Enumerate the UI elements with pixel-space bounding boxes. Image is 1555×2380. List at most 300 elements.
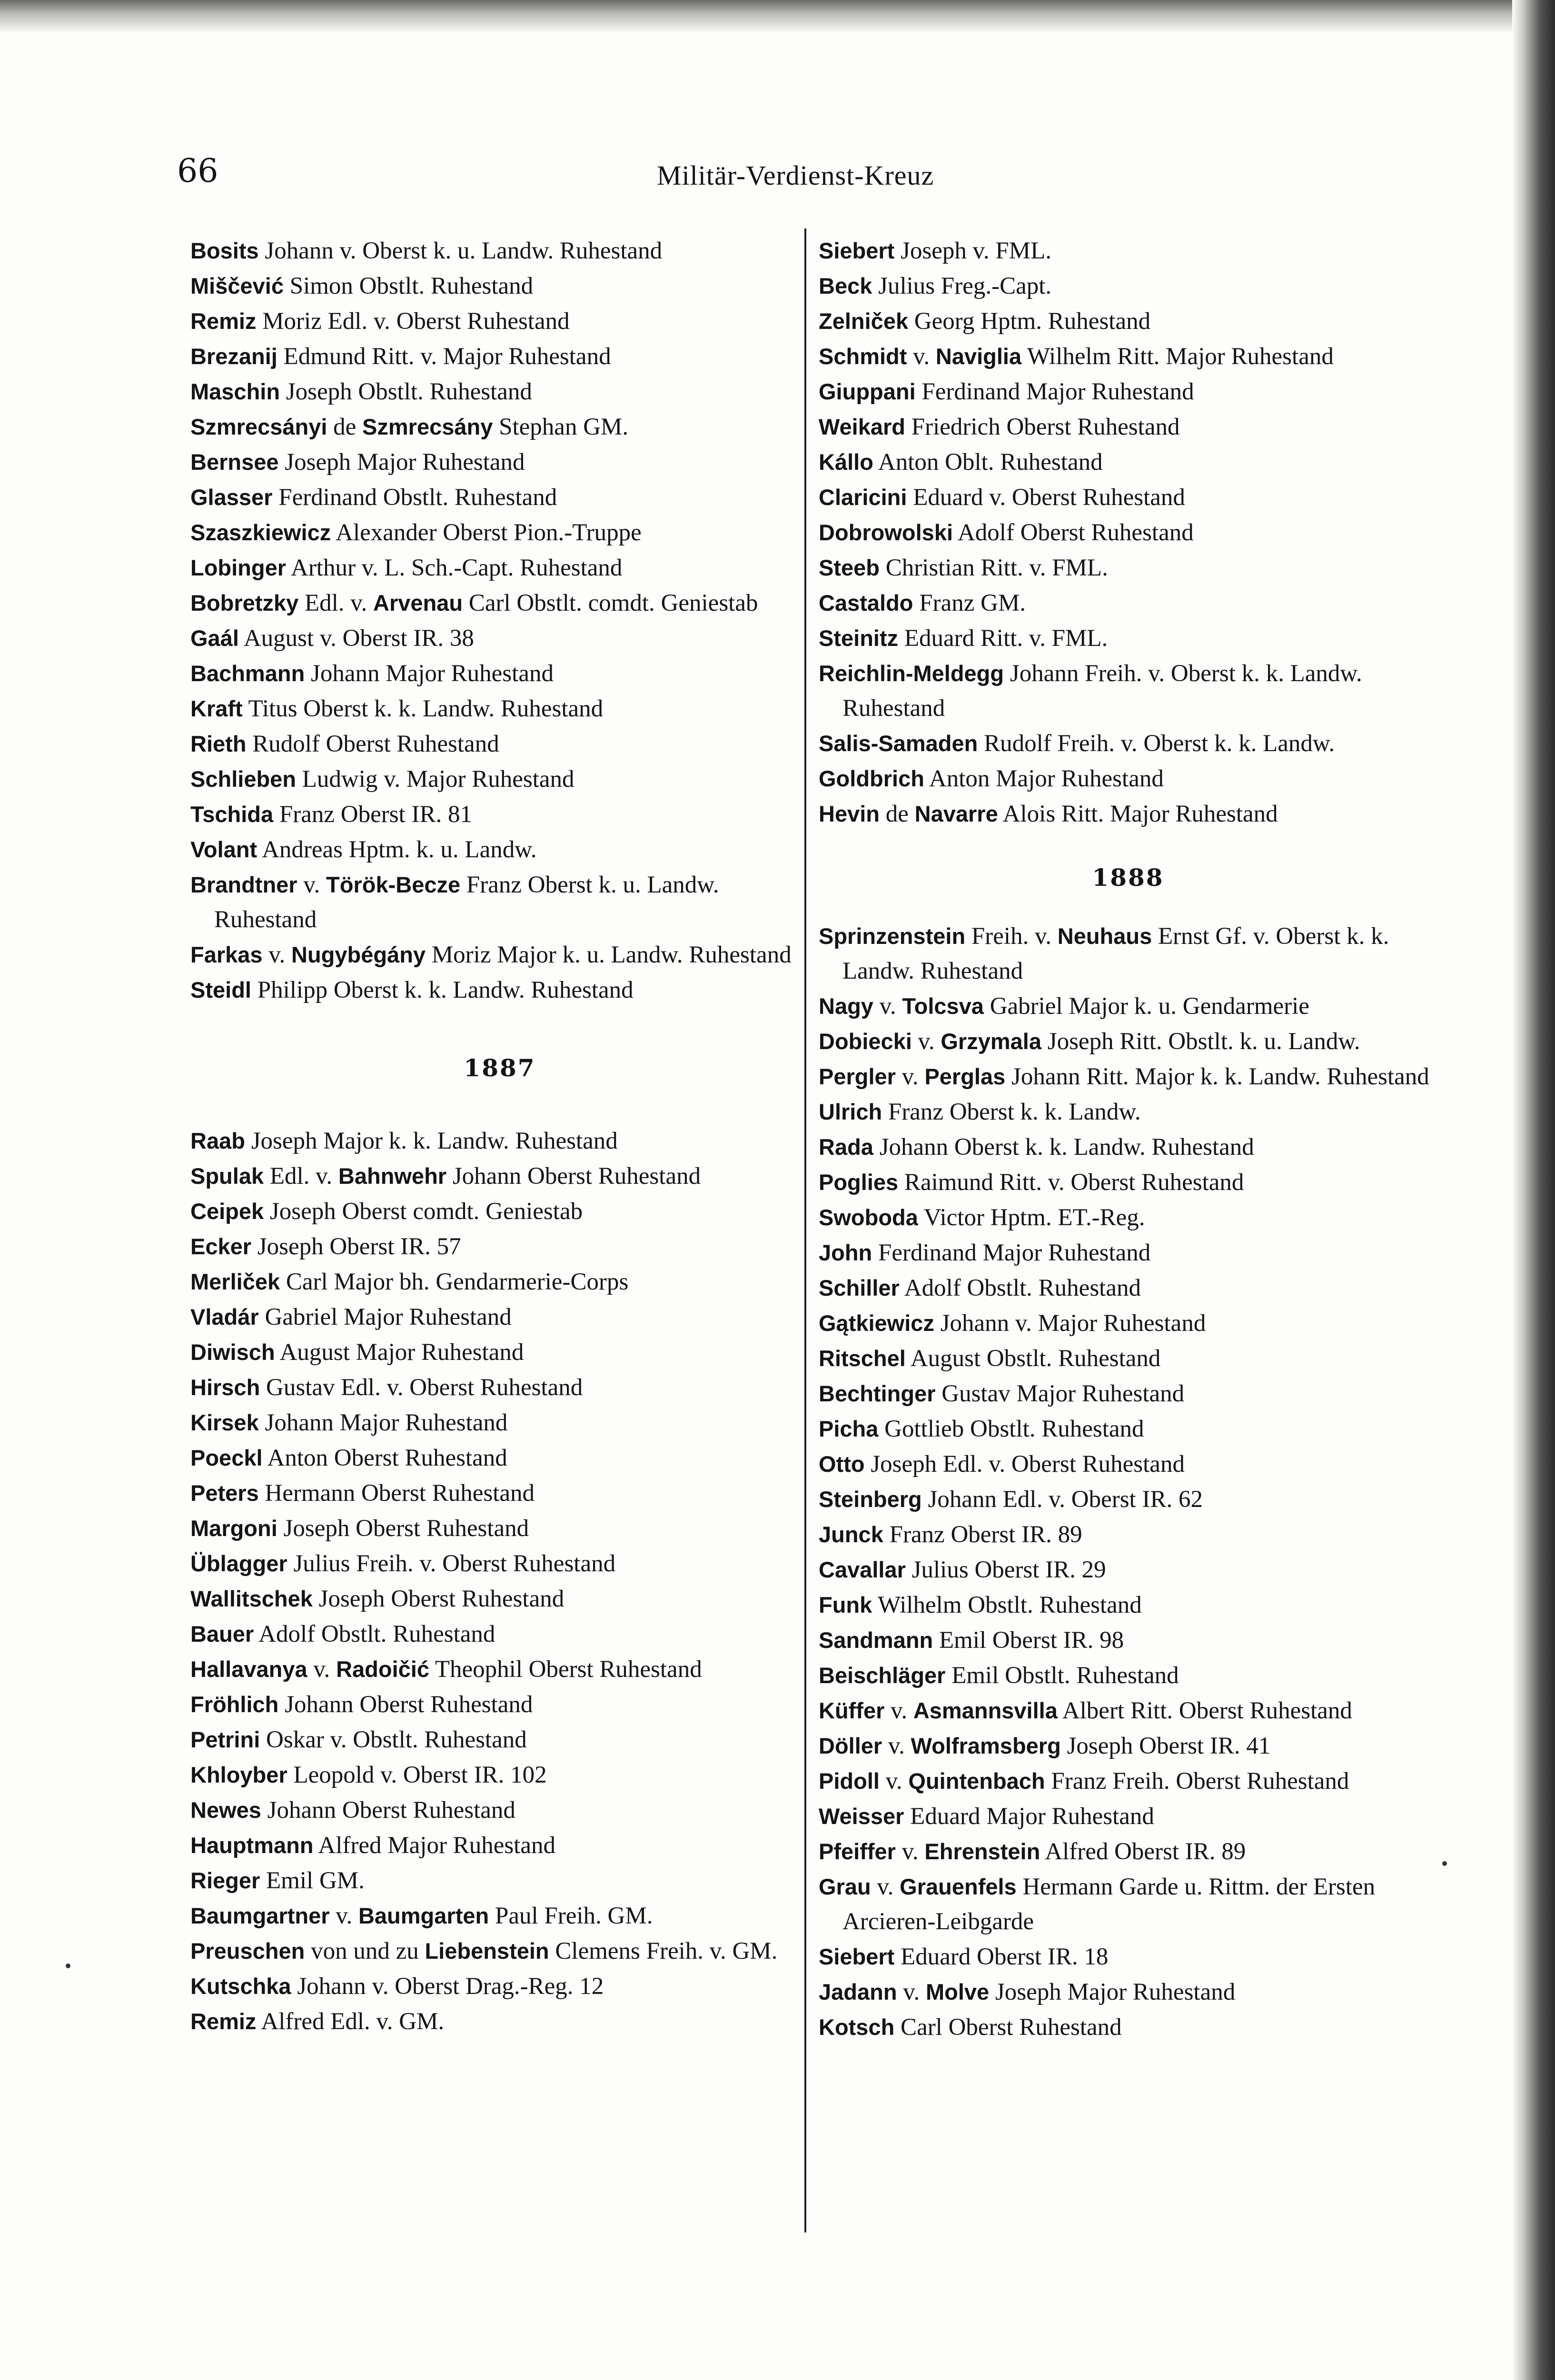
entry-details: Edmund Ritt. v. Major Ruhestand (277, 343, 611, 370)
register-entry (190, 1476, 809, 1511)
register-entry (819, 1306, 1437, 1341)
register-entry (190, 304, 809, 339)
entry-details: Emil Obstlt. Ruhestand (945, 1662, 1179, 1689)
entry-surname: Goldbrich (819, 766, 924, 791)
register-entry (190, 762, 809, 797)
entry-details: Joseph v. FML. (894, 238, 1051, 264)
entry-details: Oskar v. Obstlt. Ruhestand (260, 1726, 527, 1753)
entry-surname: Miščević (190, 273, 284, 298)
entry-details: Johann Oberst Ruhestand (446, 1163, 701, 1190)
register-entry (819, 233, 1437, 268)
entry-details: Gustav Edl. v. Oberst Ruhestand (260, 1374, 583, 1401)
entry-surname: Remiz (190, 308, 257, 334)
register-entry (190, 1793, 809, 1828)
entry-surname: Gaál (190, 625, 239, 651)
entry-surname: Steinitz (819, 625, 899, 651)
register-entry (819, 1939, 1437, 1974)
entry-surname: Brandtner (190, 872, 297, 897)
entry-details: Ferdinand Major Ruhestand (872, 1240, 1151, 1266)
entry-predicate: Bahnwehr (338, 1163, 447, 1189)
entry-details: Ferdinand Obstlt. Ruhestand (272, 484, 557, 511)
register-entry (819, 550, 1437, 585)
entry-details: Julius Freih. v. Oberst Ruhestand (287, 1550, 616, 1577)
entry-details: August Obstlt. Ruhestand (905, 1345, 1161, 1372)
entry-surname: Zelniček (819, 308, 909, 334)
register-entry (819, 796, 1437, 832)
entry-surname: Poglies (819, 1170, 899, 1195)
entry-predicate: Török-Becze (326, 872, 461, 897)
entry-predicate: Neuhaus (1057, 923, 1152, 949)
entry-details: Julius Oberst IR. 29 (905, 1557, 1106, 1583)
entry-surname: Margoni (190, 1516, 277, 1541)
entry-details: Carl Obstlt. comdt. Geniestab (463, 590, 758, 616)
entry-details: Joseph Edl. v. Oberst Ruhestand (864, 1451, 1185, 1478)
entry-details: Leopold v. Oberst IR. 102 (287, 1762, 547, 1788)
right-column (819, 233, 1437, 2045)
entry-details: Arthur v. L. Sch.-Capt. Ruhestand (286, 555, 623, 581)
register-entry (190, 656, 809, 691)
register-entry (819, 480, 1437, 515)
entry-surname: Giuppani (819, 379, 916, 404)
register-entry (190, 1299, 809, 1335)
entry-details: Joseph Oberst IR. 41 (1060, 1733, 1271, 1759)
entry-predicate: Quintenbach (908, 1768, 1045, 1794)
entry-details: Eduard Ritt. v. FML. (898, 625, 1108, 652)
entry-details: Johann Oberst Ruhestand (261, 1797, 515, 1824)
register-entry (819, 1200, 1437, 1235)
entry-surname: Glasser (190, 485, 273, 510)
register-entry (819, 1728, 1437, 1764)
register-entry (190, 1722, 809, 1757)
right-group-a (819, 233, 1437, 832)
entry-surname: Weikard (819, 414, 905, 439)
register-entry (819, 919, 1437, 989)
entry-surname: Sandmann (819, 1627, 933, 1653)
entry-details: Alois Ritt. Major Ruhestand (998, 801, 1278, 827)
entry-surname: Peters (190, 1480, 259, 1506)
register-entry (190, 1194, 809, 1229)
entry-details: Rudolf Oberst Ruhestand (246, 731, 499, 757)
entry-details: Moriz Major k. u. Landw. Ruhestand (426, 942, 792, 968)
entry-details: Ferdinand Major Ruhestand (915, 378, 1194, 405)
entry-details: Stephan GM. (493, 414, 629, 440)
register-entry (190, 1616, 809, 1652)
register-entry (819, 761, 1437, 796)
margin-speck (1442, 1861, 1447, 1866)
entry-details: Johann Freih. v. Oberst k. k. Landw. Ruhestand (842, 660, 1362, 722)
register-entry (190, 1687, 809, 1722)
entry-details: v. (879, 1768, 909, 1795)
register-entry (190, 1863, 809, 1898)
entry-predicate: Szmrecsány (362, 414, 493, 439)
entry-details: Gabriel Major Ruhestand (258, 1304, 512, 1330)
register-entry (819, 515, 1437, 550)
entry-surname: Diwisch (190, 1339, 275, 1365)
entry-surname: Bernsee (190, 449, 279, 475)
entry-details: Hermann Garde u. Rittm. der Ersten Arcieren-Leibgarde (842, 1874, 1376, 1935)
entry-surname: Kállo (819, 449, 873, 475)
entry-details: Joseph Ritt. Obstlt. k. u. Landw. (1041, 1028, 1360, 1055)
entry-predicate: Ehrenstein (924, 1839, 1040, 1864)
entry-details: Friedrich Oberst Ruhestand (905, 414, 1180, 440)
register-entry (819, 339, 1437, 374)
entry-surname: Bachmann (190, 661, 305, 686)
entry-details: v. (884, 1697, 913, 1724)
running-title: Militär-Verdienst-Kreuz (657, 160, 934, 191)
entry-predicate: Arvenau (373, 590, 463, 615)
register-entry (190, 445, 809, 480)
register-entry (819, 268, 1437, 304)
register-entry (819, 1482, 1437, 1517)
entry-surname: Hauptmann (190, 1833, 314, 1858)
register-entry (190, 515, 809, 550)
register-entry (190, 972, 809, 1008)
entry-details: Johann v. Oberst Drag.-Reg. 12 (291, 1973, 604, 2000)
register-entry (190, 832, 809, 867)
entry-surname: Spulak (190, 1163, 264, 1189)
entry-details: Adolf Obstlt. Ruhestand (254, 1621, 495, 1647)
register-entry (819, 726, 1437, 761)
entry-details: v. (262, 942, 292, 968)
entry-details: Edl. v. (298, 590, 373, 616)
entry-details: Johann Oberst k. k. Landw. Ruhestand (873, 1134, 1254, 1160)
entry-surname: Bauer (190, 1621, 254, 1646)
year-heading-1887: 1887 (464, 1054, 536, 1082)
entry-predicate: Grzymala (941, 1029, 1041, 1054)
entry-details: Alfred Edl. v. GM. (256, 2008, 445, 2035)
entry-surname: Lobinger (190, 555, 287, 580)
entry-details: Albert Ritt. Oberst Ruhestand (1057, 1697, 1352, 1724)
entry-details: August Major Ruhestand (275, 1339, 524, 1366)
entry-surname: Siebert (819, 1944, 895, 1969)
entry-surname: Cavallar (819, 1557, 906, 1582)
register-entry (190, 726, 809, 762)
entry-surname: Bechtinger (819, 1381, 936, 1406)
entry-surname: Funk (819, 1592, 872, 1617)
entry-predicate: Molve (926, 1979, 990, 2004)
register-entry (819, 409, 1437, 445)
entry-details: Anton Oberst Ruhestand (262, 1445, 507, 1471)
entry-predicate: Nugybégány (291, 942, 426, 967)
entry-surname: Szmrecsányi (190, 414, 327, 439)
register-entry (190, 1264, 809, 1299)
entry-details: Johann Edl. v. Oberst IR. 62 (921, 1486, 1203, 1513)
entry-details: v. (329, 1903, 358, 1929)
register-entry (819, 1341, 1437, 1376)
register-entry (190, 937, 809, 972)
entry-surname: Schmidt (819, 344, 907, 369)
register-entry (819, 1974, 1437, 2010)
register-entry (819, 1447, 1437, 1482)
entry-details: Johann Oberst Ruhestand (278, 1691, 533, 1718)
register-entry (190, 1229, 809, 1264)
register-entry (819, 1869, 1437, 1939)
register-entry (819, 989, 1437, 1024)
entry-surname: Rieger (190, 1868, 260, 1893)
register-entry (819, 656, 1437, 726)
entry-surname: Kraft (190, 696, 243, 721)
entry-surname: Siebert (819, 238, 895, 263)
register-entry (190, 233, 809, 268)
entry-surname: Otto (819, 1451, 865, 1477)
entry-details: Franz Freih. Oberst Ruhestand (1045, 1768, 1349, 1795)
entry-details: Julius Freg.-Capt. (872, 273, 1052, 299)
entry-details: Emil Oberst IR. 98 (933, 1627, 1124, 1654)
entry-details: von und zu (305, 1938, 425, 1964)
entry-details: Franz GM. (913, 590, 1026, 616)
entry-surname: Bosits (190, 238, 259, 263)
entry-surname: Hirsch (190, 1375, 260, 1400)
entry-details: Joseph Oberst Ruhestand (312, 1586, 565, 1612)
entry-details: Moriz Edl. v. Oberst Ruhestand (256, 308, 570, 335)
entry-details: v. (871, 1874, 900, 1900)
entry-details: Alfred Oberst IR. 89 (1040, 1838, 1246, 1865)
entry-details: Johann Major Ruhestand (258, 1409, 508, 1436)
entry-surname: Üblagger (190, 1551, 287, 1576)
register-entry (819, 1094, 1437, 1130)
entry-details: Edl. v. (264, 1163, 338, 1190)
entry-surname: Rieth (190, 731, 247, 756)
entry-details: Rudolf Freih. v. Oberst k. k. Landw. (978, 730, 1335, 757)
entry-details: Ernst Gf. v. Oberst k. k. Landw. Ruhestand (842, 923, 1389, 984)
entry-predicate: Tolcsva (902, 993, 984, 1019)
entry-predicate: Naviglia (935, 344, 1022, 369)
entry-predicate: Asmannsvilla (913, 1698, 1058, 1723)
entry-surname: Baumgartner (190, 1903, 330, 1928)
entry-surname: Claricini (819, 485, 907, 510)
entry-surname: Grau (819, 1874, 871, 1899)
entry-surname: Steinberg (819, 1487, 922, 1512)
entry-surname: Kotsch (819, 2014, 895, 2040)
register-entry (190, 1370, 809, 1405)
entry-details: de (880, 801, 915, 827)
left-group-b (190, 1123, 809, 2039)
entry-surname: Rada (819, 1134, 873, 1160)
entry-details: Hermann Oberst Ruhestand (258, 1480, 535, 1507)
entry-surname: Jadann (819, 1979, 897, 2004)
register-entry (819, 1552, 1437, 1587)
entry-surname: Dobiecki (819, 1029, 912, 1054)
register-entry (819, 2010, 1437, 2045)
entry-details: Joseph Major Ruhestand (989, 1979, 1236, 2005)
register-entry (190, 1335, 809, 1370)
register-entry (819, 621, 1437, 656)
register-entry (190, 1123, 809, 1159)
entry-details: Emil GM. (260, 1867, 365, 1894)
entry-details: v. (911, 1028, 941, 1055)
register-entry (819, 1517, 1437, 1552)
entry-surname: Pergler (819, 1064, 896, 1089)
register-entry (190, 1828, 809, 1863)
register-entry (190, 585, 809, 621)
register-entry (819, 1764, 1437, 1799)
entry-details: Theophil Oberst Ruhestand (429, 1656, 702, 1683)
entry-surname: Picha (819, 1416, 879, 1441)
entry-surname: Steeb (819, 555, 880, 580)
entry-surname: Beischläger (819, 1663, 946, 1688)
entry-details: Gustav Major Ruhestand (935, 1380, 1185, 1407)
register-entry (819, 1130, 1437, 1165)
entry-details: Anton Oblt. Ruhestand (873, 449, 1103, 476)
entry-surname: Fröhlich (190, 1692, 279, 1717)
entry-predicate: Baumgarten (358, 1903, 489, 1928)
entry-details: Freih. v. (965, 923, 1058, 950)
register-entry (819, 1235, 1437, 1270)
entry-details: Carl Major bh. Gendarmerie-Corps (280, 1269, 629, 1295)
register-entry (190, 1969, 809, 2004)
entry-details: Wilhelm Obstlt. Ruhestand (872, 1592, 1142, 1618)
entry-surname: Brezanij (190, 344, 277, 369)
entry-surname: Ulrich (819, 1099, 882, 1124)
margin-speck (66, 1964, 70, 1968)
entry-surname: Nagy (819, 993, 873, 1019)
register-entry (190, 691, 809, 726)
entry-details: Joseph Oberst Ruhestand (277, 1515, 529, 1542)
entry-surname: Poeckl (190, 1445, 263, 1470)
register-entry (190, 409, 809, 445)
entry-details: Georg Hptm. Ruhestand (908, 308, 1151, 335)
entry-surname: Junck (819, 1522, 883, 1547)
register-entry (190, 1440, 809, 1476)
entry-details: v. (907, 343, 936, 370)
register-entry (190, 1652, 809, 1687)
register-entry (819, 1834, 1437, 1869)
entry-details: Victor Hptm. ET.-Reg. (918, 1204, 1145, 1231)
entry-surname: Volant (190, 837, 258, 862)
entry-surname: Petrini (190, 1727, 260, 1752)
entry-details: Eduard v. Oberst Ruhestand (907, 484, 1185, 511)
entry-details: Wilhelm Ritt. Major Ruhestand (1021, 343, 1334, 370)
entry-surname: Gątkiewicz (819, 1310, 934, 1336)
entry-details: Philipp Oberst k. k. Landw. Ruhestand (251, 977, 634, 1003)
entry-surname: Küffer (819, 1698, 885, 1723)
entry-details: Alfred Major Ruhestand (313, 1832, 555, 1859)
entry-details: v. (307, 1656, 337, 1683)
entry-details: Eduard Major Ruhestand (904, 1803, 1154, 1830)
register-entry (190, 797, 809, 832)
register-entry (190, 1898, 809, 1934)
register-entry (819, 1270, 1437, 1306)
register-entry (190, 480, 809, 515)
register-entry (819, 1165, 1437, 1200)
entry-surname: Preuschen (190, 1938, 305, 1964)
entry-surname: Tschida (190, 802, 274, 827)
page-number: 66 (177, 152, 218, 190)
left-column (190, 233, 809, 2039)
register-entry (819, 1411, 1437, 1447)
register-entry (190, 1546, 809, 1581)
entry-surname: Farkas (190, 942, 263, 967)
register-entry (190, 621, 809, 656)
entry-predicate: Wolframsberg (911, 1733, 1061, 1758)
scan-top-edge (0, 0, 1555, 33)
entry-surname: Remiz (190, 2009, 257, 2034)
register-entry (190, 1934, 809, 1969)
register-entry (819, 1059, 1437, 1094)
entry-details: v. (895, 1063, 925, 1090)
entry-details: de (327, 414, 363, 440)
entry-surname: Dobrowolski (819, 520, 953, 545)
entry-surname: Ritschel (819, 1346, 906, 1371)
entry-surname: Ceipek (190, 1199, 264, 1224)
entry-details: v. (873, 993, 902, 1020)
entry-details: Joseph Oberst comdt. Geniestab (264, 1198, 583, 1225)
register-entry (819, 1693, 1437, 1728)
entry-details: Andreas Hptm. k. u. Landw. (257, 836, 537, 863)
entry-details: Raimund Ritt. v. Oberst Ruhestand (898, 1169, 1244, 1196)
entry-surname: Salis-Samaden (819, 731, 978, 756)
entry-details: Eduard Oberst IR. 18 (894, 1944, 1109, 1970)
entry-predicate: Grauenfels (900, 1874, 1017, 1899)
entry-surname: Newes (190, 1797, 261, 1823)
scan-right-edge (1512, 0, 1555, 2380)
entry-surname: Wallitschek (190, 1586, 313, 1611)
register-entry (819, 1024, 1437, 1059)
register-entry (819, 1658, 1437, 1693)
right-group-b (819, 919, 1437, 2045)
register-entry (819, 1376, 1437, 1411)
entry-surname: John (819, 1240, 872, 1265)
entry-surname: Pfeiffer (819, 1839, 896, 1864)
entry-details: Adolf Obstlt. Ruhestand (899, 1275, 1141, 1301)
entry-details: Gottlieb Obstlt. Ruhestand (878, 1416, 1144, 1442)
entry-details: v. (897, 1979, 926, 2005)
entry-surname: Hevin (819, 801, 880, 826)
entry-surname: Szaszkiewicz (190, 520, 331, 545)
entry-predicate: Liebenstein (425, 1938, 549, 1964)
entry-surname: Maschin (190, 379, 280, 404)
entry-surname: Sprinzenstein (819, 923, 966, 949)
register-entry (819, 1623, 1437, 1658)
entry-surname: Kirsek (190, 1410, 259, 1435)
entry-details: Joseph Major Ruhestand (278, 449, 525, 476)
entry-surname: Bobretzky (190, 590, 299, 615)
register-entry (819, 1587, 1437, 1623)
entry-surname: Weisser (819, 1804, 904, 1829)
entry-surname: Schlieben (190, 766, 297, 792)
register-entry (819, 1799, 1437, 1834)
entry-details: Simon Obstlt. Ruhestand (283, 273, 534, 299)
register-entry (819, 585, 1437, 621)
entry-details: Joseph Obstlt. Ruhestand (280, 378, 532, 405)
entry-details: Johann Ritt. Major k. k. Landw. Ruhestand (1005, 1063, 1429, 1090)
year-heading-1888: 1888 (1092, 863, 1164, 892)
entry-predicate: Perglas (924, 1064, 1006, 1089)
entry-details: Johann v. Oberst k. u. Landw. Ruhestand (258, 238, 663, 264)
entry-surname: Ecker (190, 1234, 252, 1259)
entry-predicate: Radoičić (336, 1656, 429, 1682)
entry-details: Adolf Oberst Ruhestand (953, 519, 1194, 546)
entry-surname: Khloyber (190, 1762, 287, 1787)
entry-details: Johann v. Major Ruhestand (934, 1310, 1206, 1337)
entry-surname: Pidoll (819, 1768, 880, 1794)
register-entry (190, 1511, 809, 1546)
entry-details: Alexander Oberst Pion.-Truppe (331, 519, 642, 546)
register-entry (190, 268, 809, 304)
entry-surname: Castaldo (819, 590, 913, 615)
entry-surname: Swoboda (819, 1205, 918, 1230)
entry-details: Clemens Freih. v. GM. (549, 1938, 778, 1964)
entry-surname: Hallavanya (190, 1656, 307, 1682)
entry-surname: Steidl (190, 977, 251, 1002)
entry-details: Franz Oberst IR. 89 (883, 1521, 1082, 1548)
register-entry (819, 304, 1437, 339)
entry-details: v. (297, 872, 327, 898)
entry-details: Ludwig v. Major Ruhestand (296, 766, 574, 793)
register-entry (190, 867, 809, 937)
entry-predicate: Navarre (914, 801, 998, 826)
entry-details: Franz Oberst k. k. Landw. (882, 1099, 1141, 1125)
